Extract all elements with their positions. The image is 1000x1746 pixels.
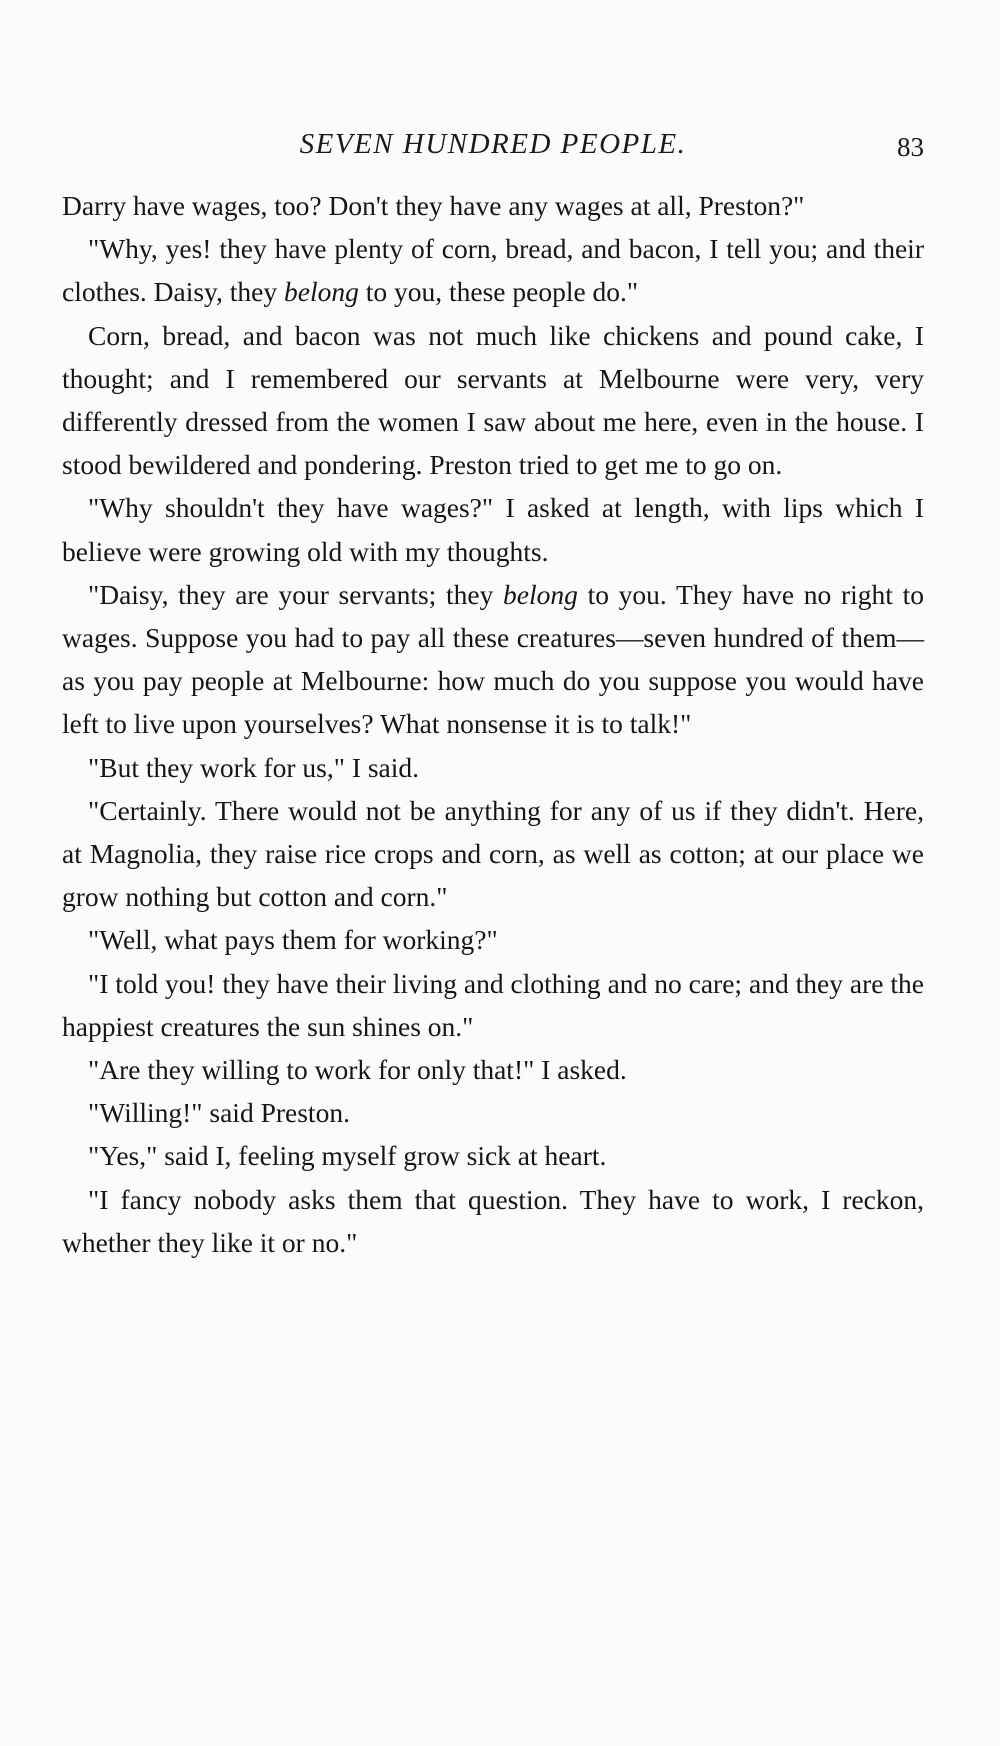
text-run: "Why shouldn't they have wages?" I asked at length, with lips which I believe were growing old with my thoughts.: [62, 492, 924, 567]
text-run: "I told you! they have their living and clothing and no care; and they are the happiest creatures the sun shines on.": [62, 967, 924, 1042]
paragraph: [62, 1048, 924, 1091]
paragraph: [62, 184, 924, 227]
text-run: "But they work for us," I said.: [88, 751, 420, 783]
text-run: to you, these people do.": [358, 276, 639, 308]
text-run: "Willing!" said Preston.: [88, 1097, 350, 1129]
text-run: "Are they willing to work for only that!" I asked.: [88, 1054, 627, 1086]
text-run: to you. They have no right to wages. Suppose you had to pay all these creatures—seven hundred of them—as you pay people at Melbourne: how much do you suppose you would have left to live upon yourselves? What nonsense it is to talk!": [62, 578, 924, 740]
paragraph: [62, 1178, 924, 1264]
text-run: "Well, what pays them for working?": [88, 924, 498, 956]
body-text: [62, 184, 924, 1264]
paragraph: [62, 1134, 924, 1177]
paragraph: [62, 918, 924, 961]
emphasis: belong: [284, 276, 359, 308]
text-run: "Yes," said I, feeling myself grow sick at heart.: [88, 1140, 607, 1172]
emphasis: belong: [503, 578, 578, 610]
paragraph: [62, 227, 924, 313]
text-run: "Daisy, they are your servants; they: [88, 578, 504, 610]
paragraph: [62, 486, 924, 572]
text-run: "Why, yes! they have plenty of corn, bread, and bacon, I tell you; and their clothes. Daisy, they: [62, 233, 924, 308]
paragraph: [62, 789, 924, 919]
paragraph: [62, 573, 924, 746]
paragraph: [62, 962, 924, 1048]
text-run: Darry have wages, too? Don't they have any wages at all, Preston?": [62, 190, 805, 221]
running-title: SEVEN HUNDRED PEOPLE.: [299, 128, 687, 160]
text-run: Corn, bread, and bacon was not much like chickens and pound cake, I thought; and I remembered our servants at Melbourne were very, very differently dressed from the women I saw about me here, even in the house. I stood bewildered and pondering. Preston tried to get me to go on.: [62, 319, 924, 481]
paragraph: [62, 746, 924, 789]
text-run: "Certainly. There would not be anything for any of us if they didn't. Here, at Magnolia, they raise rice crops and corn, as well as cotton; at our place we grow nothing but cotton and corn.": [62, 794, 924, 913]
page-number: 83: [897, 132, 924, 162]
running-head: [62, 128, 924, 178]
text-run: "I fancy nobody asks them that question. They have to work, I reckon, whether they like it or no.": [62, 1183, 924, 1258]
paragraph: [62, 1091, 924, 1134]
paragraph: [62, 314, 924, 487]
